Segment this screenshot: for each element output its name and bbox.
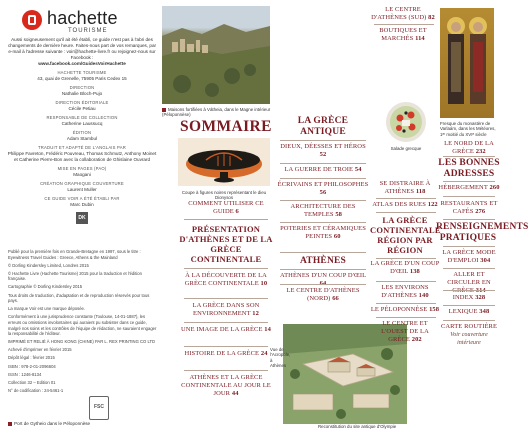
toc-entry-title: RESTAURANTS ET CAFÉS: [440, 200, 498, 216]
divider: [280, 163, 366, 164]
toc-entry-title: ALLER ET CIRCULER EN GRÈCE: [447, 271, 491, 295]
toc-entry[interactable]: [370, 6, 436, 22]
village-photo: [162, 6, 270, 104]
divider: [443, 219, 495, 220]
hachette-logo-icon: [22, 10, 42, 30]
toc-entry-title: LE CENTRE D'ATHÈNES (SUD): [371, 6, 427, 22]
divider: [376, 258, 436, 259]
toc-section-heading[interactable]: [178, 224, 274, 264]
toc-entry-title: HÉBERGEMENT: [438, 184, 488, 191]
village-caption: [162, 107, 272, 118]
divider: [280, 222, 366, 223]
toc-entry[interactable]: [370, 260, 440, 276]
toc-entry-page: 304: [480, 257, 491, 265]
dk-logo: DK: [76, 212, 88, 224]
address-label: HACHETTE TOURISME: [57, 70, 107, 75]
credit-label: RESPONSABLE DE COLLECTION: [46, 115, 118, 120]
toc-entry[interactable]: [438, 200, 500, 216]
credit-label: CE GUIDE VOIR A ÉTÉ ÉTABLI PAR: [44, 196, 120, 201]
toc-entry-page: 54: [354, 166, 362, 173]
fsc-logo: FSC: [89, 396, 109, 420]
toc-entry[interactable]: [438, 308, 500, 316]
toc-entry-page: 6: [235, 208, 239, 216]
divider: [184, 219, 268, 220]
legal-block: [8, 249, 158, 396]
toc-entry[interactable]: [370, 284, 440, 300]
hachette-logo-text: hachette: [47, 8, 118, 28]
toc-entry-page: 202: [411, 336, 422, 344]
bottom-caption-text: Port de Gytheio dans le Péloponnèse: [14, 421, 91, 426]
toc-section-heading[interactable]: [276, 256, 370, 267]
toc-entry-title: ATHÈNES ET LA GRÈCE CONTINENTALE AU JOUR LE JOUR: [181, 374, 271, 398]
toc-entry-page: 60: [333, 233, 341, 241]
toc-entry[interactable]: [276, 272, 370, 288]
toc-entry[interactable]: [438, 271, 500, 296]
salad-caption: Salade grecque: [390, 146, 422, 151]
legal-line: Publié pour la première fois en Grande-Bretagne en 1997, sous le titre : Eyewitness Travel Guides : Greece, Athens & the Mainland: [8, 249, 141, 260]
toc-entry-page: 66: [332, 295, 339, 303]
legal-line: Dépôt légal : février 2015: [8, 355, 55, 361]
toc-entry[interactable]: [276, 203, 370, 219]
toc-entry[interactable]: [276, 143, 370, 159]
toc-entry-page: 114: [415, 35, 425, 43]
toc-section-heading[interactable]: [370, 215, 440, 255]
black-figure-cup-art: [178, 138, 270, 186]
toc-entry-title: DIEUX, DÉESSES ET HÉROS: [280, 143, 366, 150]
toc-entry[interactable]: [180, 200, 272, 216]
toc-entry[interactable]: [372, 201, 438, 209]
caption-marker-icon: [162, 108, 166, 112]
toc-entry-title: LE CENTRE ET L'OUEST DE LA GRÈCE: [381, 320, 429, 344]
divider: [443, 196, 495, 197]
legal-line: Collection 32 – Edition 01: [8, 379, 56, 385]
toc-entry-subtitle: Voir couverture intérieure: [450, 332, 488, 347]
toc-entry[interactable]: [180, 374, 272, 399]
toc-entry-title: ATHÈNES D'UN COUP D'ŒIL: [280, 272, 366, 279]
toc-entry[interactable]: [276, 181, 370, 197]
toc-entry[interactable]: [276, 225, 370, 241]
hachette-logo: [22, 6, 134, 34]
toc-section-heading[interactable]: [438, 158, 500, 180]
toc-entry-title: LA GUERRE DE TROIE: [284, 166, 354, 173]
toc-entry-page: 82: [428, 14, 435, 22]
credit-names: Adam Stambul: [66, 136, 98, 141]
toc-section-title: ATHÈNES: [299, 256, 347, 266]
divider: [184, 322, 268, 323]
legal-line: © Hachette Livre (Hachette Tourisme) 2015 pour la traduction et l'édition française.: [8, 270, 142, 282]
toc-entry-title: COMMENT UTILISER CE GUIDE: [188, 200, 264, 216]
sommaire-title: SOMMAIRE: [180, 118, 272, 135]
credit-label: TRADUIT ET ADAPTÉ DE L'ANGLAIS PAR: [38, 145, 126, 150]
divider: [280, 178, 366, 179]
credits-block: [6, 37, 158, 226]
facebook-link: www.facebook.com/GuidesVoirHachette: [38, 61, 126, 66]
salad-bowl-art: [384, 100, 428, 144]
publisher-intro: Aussi soigneusement qu'il ait été établi, ce guide n'est pas à l'abri des changements de dernière heure. Faites-nous part de vos remarques, par e-mail à l'adresse suivante : voir@hachette-livre.fr ou rejoignez-nous sur Facebook :: [7, 37, 157, 60]
toc-entry-title: LA GRÈCE D'UN COUP D'ŒIL: [370, 260, 440, 276]
toc-entry-title: POTERIES ET CÉRAMIQUES PEINTES: [280, 225, 366, 241]
toc-section-heading[interactable]: [436, 222, 529, 244]
toc-entry-page: 314: [475, 287, 486, 295]
divider: [376, 281, 436, 282]
divider: [376, 198, 436, 199]
toc-entry[interactable]: [180, 302, 272, 318]
divider: [374, 24, 434, 25]
toc-entry-title: LA GRÈCE MODE D'EMPLOI: [442, 249, 496, 265]
divider: [184, 268, 268, 269]
toc-entry[interactable]: [438, 249, 500, 265]
divider: [280, 284, 366, 285]
toc-entry[interactable]: [370, 320, 440, 345]
divider: [443, 181, 495, 182]
divider: [280, 269, 366, 270]
toc-entry-title: HISTOIRE DE LA GRÈCE: [184, 350, 260, 357]
legal-line: Cartographie © Dorling Kindersley 2015: [8, 284, 83, 290]
toc-entry[interactable]: [438, 294, 500, 302]
credit-label: MISE EN PAGES (PAO): [57, 166, 107, 171]
legal-line: ISSN : 1246-8134: [8, 371, 42, 377]
village-caption-text: Maisons fortifiées à Vátheia, dans le Magne intérieur (Péloponnèse): [162, 107, 271, 118]
toc-entry[interactable]: [276, 287, 370, 303]
olympia-caption: Reconstitution du site antique d'Olympie: [318, 424, 397, 429]
toc-section-title: PRÉSENTATION D'ATHÈNES ET DE LA GRÈCE CONTINENTALE: [179, 224, 273, 264]
toc-entry-title: LE PÉLOPONNÈSE: [370, 306, 428, 313]
credit-label: ÉDITION: [72, 130, 92, 135]
toc-entry-page: 44: [231, 390, 239, 398]
credit-label: CRÉATION GRAPHIQUE COUVERTURE: [40, 181, 124, 186]
credit-names: Maogani: [73, 172, 91, 177]
divider: [280, 140, 366, 141]
legal-line: IMPRIMÉ ET RELIÉ À HONG KONG (CHINE) PAR L. REX PRINTING CO LTD: [8, 339, 156, 345]
toc-entry-title: LE CENTRE D'ATHÈNES (NORD): [286, 287, 360, 303]
divider: [443, 268, 495, 269]
caption-marker-icon: [8, 422, 12, 426]
divider: [280, 252, 366, 253]
toc-entry-page: 118: [415, 188, 426, 196]
divider: [280, 200, 366, 201]
fresco-art: [440, 8, 494, 118]
toc-entry[interactable]: [440, 140, 498, 156]
divider: [376, 303, 436, 304]
toc-entry-title: UNE IMAGE DE LA GRÈCE: [181, 326, 263, 333]
toc-entry-title: INDEX: [452, 294, 474, 301]
credit-names: Laurent Muller: [67, 187, 97, 192]
toc-entry-title: ARCHITECTURE DES TEMPLES: [290, 203, 356, 219]
toc-entry-title: ÉCRIVAINS ET PHILOSOPHES: [277, 181, 369, 188]
bottom-caption: [8, 421, 90, 426]
divider: [184, 298, 268, 299]
credit-label: DIRECTION: [69, 85, 95, 90]
fresco-caption: Fresque du monastère de Varlaám, dans les Météores, 1ᵉʳ moitié du XVIᵉ siècle: [440, 121, 496, 137]
credit-names: Philippe Favreton, Frédéric Pouvreau, Thomas Schmutz, Anthony Moinet et Catherine Pierre-Bon avec la collaboration de Ghislaine Ouvrard: [7, 151, 157, 162]
toc-entry[interactable]: [368, 27, 438, 43]
toc-entry-page: 58: [335, 211, 343, 219]
divider: [376, 212, 436, 213]
toc-entry-title: LES ENVIRONS D'ATHÈNES: [381, 284, 429, 300]
toc-entry-page: 348: [479, 308, 490, 315]
toc-section-heading[interactable]: [276, 116, 370, 138]
toc-entry-title: À LA DÉCOUVERTE DE LA GRÈCE CONTINENTALE: [184, 272, 267, 288]
legal-line: Achevé d'imprimer en février 2015: [8, 347, 72, 353]
toc-entry-page: 328: [475, 294, 486, 301]
legal-line: N° de codification : 24-5461-1: [8, 387, 64, 393]
toc-entry-page: 52: [319, 151, 327, 159]
legal-line: Conformément à une jurisprudence constante (Toulouse, 14-01-1887), les erreurs ou omissions involontaires qui auraient pu subsister dans ce guide, malgré nos soins et les contrôles de l'équipe de rédaction, ne sauraient engager la responsabilité de l'éditeur.: [8, 314, 157, 337]
toc-section-title: RENSEIGNEMENTS PRATIQUES: [436, 222, 529, 243]
divider: [443, 156, 495, 157]
toc-entry-page: 10: [260, 280, 268, 288]
legal-line: Tous droits de traduction, d'adaptation et de reproduction réservés pour tous pays.: [8, 292, 150, 304]
toc-section-title: LA GRÈCE ANTIQUE: [297, 116, 349, 137]
toc-entry-page: 56: [319, 189, 327, 197]
toc-entry[interactable]: [180, 326, 272, 334]
toc-entry-title: LE NORD DE LA GRÈCE: [444, 140, 494, 156]
toc-entry[interactable]: [276, 166, 370, 174]
toc-entry-page: 14: [264, 326, 271, 333]
divider: [376, 317, 436, 318]
vase-caption: Coupe à figures noires représentant le dieu Dionysos: [181, 190, 267, 201]
toc-entry[interactable]: [438, 184, 500, 192]
toc-entry[interactable]: [180, 350, 272, 358]
toc-entry-title: BOUTIQUES ET MARCHÉS: [379, 27, 427, 43]
legal-line: ISBN : 978-2-01-2096604: [8, 363, 56, 369]
toc-entry[interactable]: [438, 323, 500, 348]
village-photo-art: [162, 6, 270, 104]
hachette-logo-subtitle: TOURISME: [68, 28, 108, 34]
divider: [443, 320, 495, 321]
toc-entry-page: 158: [429, 306, 440, 313]
credit-names: Nathalie Bloch-Pujo: [61, 91, 103, 96]
fresco-photo: [440, 8, 494, 118]
toc-entry-page: 260: [489, 184, 500, 191]
toc-entry[interactable]: [370, 306, 440, 314]
credit-label: DIRECTION ÉDITORIALE: [55, 100, 109, 105]
toc-entry-title: LA GRÈCE DANS SON ENVIRONNEMENT: [192, 302, 260, 318]
divider: [443, 290, 495, 291]
toc-entry-page: 276: [475, 208, 486, 216]
divider: [443, 246, 495, 247]
toc-entry-page: 138: [409, 268, 420, 276]
legal-line: La marque Voir est une marque déposée.: [8, 306, 86, 312]
toc-entry-page: 12: [252, 310, 259, 318]
toc-entry-page: 24: [260, 350, 268, 357]
toc-section-title: LES BONNES ADRESSES: [438, 158, 500, 179]
toc-section-title: LA GRÈCE CONTINENTALE RÉGION PAR RÉGION: [370, 215, 441, 255]
toc-entry-title: SE DISTRAIRE À ATHÈNES: [379, 180, 431, 196]
toc-entry-page: 64: [319, 280, 327, 288]
legal-line: © Dorling Kindersley Limited, Londres 2015: [8, 262, 89, 268]
toc-entry-title: ATLAS DES RUES: [372, 201, 426, 208]
divider: [443, 305, 495, 306]
credit-names: Cécile Petiau: [68, 106, 96, 111]
credit-names: Catherine Laussucq: [61, 121, 103, 126]
toc-entry-page: 232: [475, 148, 486, 156]
toc-entry-page: 140: [418, 292, 429, 300]
credit-names: Marc Dubin: [70, 202, 94, 207]
toc-entry[interactable]: [372, 180, 438, 196]
toc-entry-page: 122: [427, 201, 438, 208]
toc-entry-title: CARTE ROUTIÈRE: [440, 323, 498, 330]
vase-illustration: [178, 138, 270, 186]
toc-entry-title: LEXIQUE: [448, 308, 478, 315]
toc-entry[interactable]: [180, 272, 272, 288]
salad-photo: [384, 100, 428, 144]
address: 43, quai de Grenelle, 75905 Paris Cedex 15: [37, 76, 127, 81]
divider: [184, 346, 268, 347]
olympia-side-caption: Vue de l'Acropole, à Athènes: [270, 347, 291, 369]
divider: [184, 370, 268, 371]
